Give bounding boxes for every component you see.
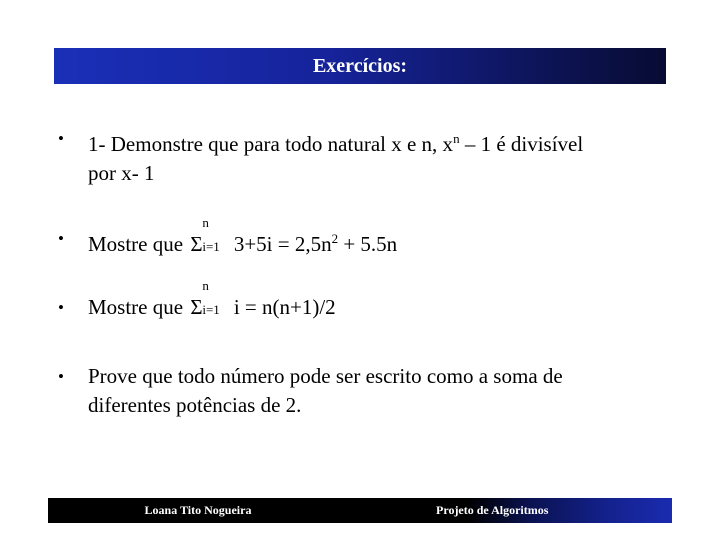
slide-title-bar bbox=[54, 48, 666, 84]
summation bbox=[190, 278, 226, 322]
item-expression-end: + 5.5n bbox=[338, 232, 398, 256]
item-text-line1-end: – 1 é divisível bbox=[459, 132, 584, 156]
footer-author: Loana Tito Nogueira bbox=[144, 503, 252, 517]
summation bbox=[190, 215, 226, 259]
bullet-icon: • bbox=[58, 129, 64, 148]
sum-lower-limit: i=1 bbox=[202, 239, 220, 254]
slide-title: Exercícios: bbox=[312, 54, 408, 77]
item-text bbox=[88, 215, 398, 259]
exponent: 2 bbox=[331, 231, 339, 246]
item-text bbox=[88, 278, 336, 322]
list-item bbox=[58, 362, 563, 420]
footer-course-panel bbox=[436, 498, 672, 523]
list-item bbox=[58, 124, 678, 188]
sum-lower-limit: i=1 bbox=[202, 302, 220, 317]
sigma-symbol: Σ bbox=[190, 232, 203, 256]
item-text bbox=[88, 362, 563, 420]
slide-footer bbox=[48, 498, 672, 523]
list-item bbox=[58, 215, 398, 259]
footer-course: Projeto de Algoritmos bbox=[436, 503, 549, 517]
item-text-line1: Prove que todo número pode ser escrito como a soma de bbox=[88, 364, 563, 388]
item-text-line1: 1- Demonstre que para todo natural x e n, x bbox=[88, 132, 454, 156]
bullet-icon: • bbox=[58, 367, 64, 386]
exponent: n bbox=[453, 131, 460, 146]
item-expression: i = n(n+1)/2 bbox=[233, 295, 336, 319]
item-text bbox=[88, 124, 678, 188]
item-text-line2: por x- 1 bbox=[88, 161, 155, 185]
bullet-icon: • bbox=[58, 229, 64, 248]
item-prefix: Mostre que bbox=[88, 232, 189, 256]
item-prefix: Mostre que bbox=[88, 295, 189, 319]
item-expression: 3+5i = 2,5n bbox=[233, 232, 332, 256]
sigma-symbol: Σ bbox=[190, 295, 203, 319]
sum-upper-limit: n bbox=[202, 278, 209, 293]
bullet-list bbox=[58, 124, 678, 417]
sum-upper-limit: n bbox=[202, 215, 209, 230]
item-text-line2: diferentes potências de 2. bbox=[88, 393, 302, 417]
bullet-icon: • bbox=[58, 298, 64, 317]
list-item bbox=[58, 278, 336, 322]
